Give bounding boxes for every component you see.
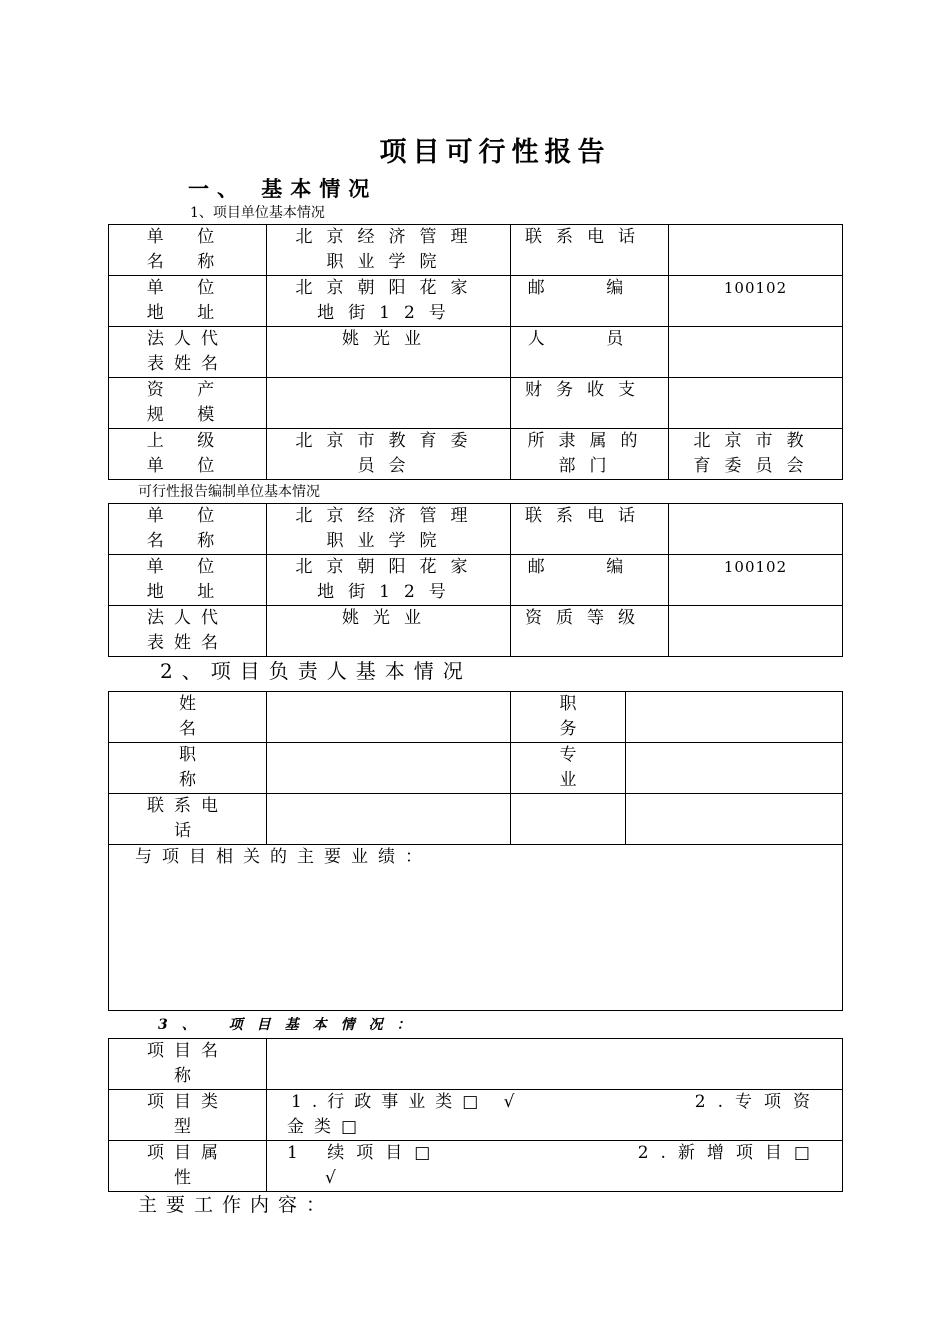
table-row [109, 276, 843, 327]
project-attribute-cell: 1 续项目□ 2.新增项目□ √ [267, 1141, 843, 1192]
table-row [109, 504, 843, 555]
value-cell [669, 378, 843, 429]
table-row [109, 1090, 843, 1141]
subsection-compiler-info: 可行性报告编制单位基本情况 [138, 484, 320, 500]
table-row [109, 555, 843, 606]
unit-info-table [108, 224, 843, 480]
table-row [109, 1039, 843, 1090]
value-cell: 北京市教育委 员会 [267, 429, 511, 480]
value-cell [267, 692, 511, 743]
project-info-table [108, 1038, 843, 1192]
label-cell: 资 产 规 模 [109, 378, 267, 429]
label-cell: 上 级 单 位 [109, 429, 267, 480]
section-heading-basic-info: 一、 基本情况 [188, 177, 378, 201]
value-cell [626, 743, 843, 794]
label-cell: 项目属 性 [109, 1141, 267, 1192]
value-cell: 北京经济管理 职业学院 [267, 504, 511, 555]
value-cell [267, 743, 511, 794]
value-cell [669, 225, 843, 276]
value-cell [626, 692, 843, 743]
key-cell: 职 务 [511, 692, 626, 743]
label-cell: 姓 名 [109, 692, 267, 743]
key-cell: 联系电话 [511, 504, 669, 555]
key-cell: 资质等级 [511, 606, 669, 657]
label-cell: 联系电 话 [109, 794, 267, 845]
postal-code-value: 100102 [669, 276, 843, 327]
table-row [109, 794, 843, 845]
key-cell: 邮 编 [511, 276, 669, 327]
value-cell [669, 327, 843, 378]
project-leader-table [108, 691, 843, 1011]
table-row [109, 606, 843, 657]
value-cell [511, 794, 626, 845]
label-cell: 法人代 表姓名 [109, 606, 267, 657]
label-cell: 职 称 [109, 743, 267, 794]
achievements-cell: 与项目相关的主要业绩： [109, 845, 843, 1011]
table-row [109, 378, 843, 429]
section-heading-project-leader: 2、项目负责人基本情况 [160, 659, 472, 683]
value-cell: 北京朝阳花家 地街12号 [267, 555, 511, 606]
postal-code-value: 100102 [669, 555, 843, 606]
key-cell: 联系电话 [511, 225, 669, 276]
compiler-info-table [108, 503, 843, 657]
value-cell [669, 504, 843, 555]
label-cell: 单 位 名 称 [109, 504, 267, 555]
section-heading-project-basic: 3、 项目基本情况： [158, 1017, 425, 1033]
value-cell [267, 378, 511, 429]
table-row [109, 1141, 843, 1192]
section-heading-main-work: 主要工作内容： [138, 1194, 335, 1216]
key-cell: 所隶属的 部门 [511, 429, 669, 480]
key-cell: 专 业 [511, 743, 626, 794]
value-cell [626, 794, 843, 845]
label-cell: 单 位 地 址 [109, 555, 267, 606]
label-cell: 单 位 名 称 [109, 225, 267, 276]
project-type-cell: 1.行政事业类□ √ 2.专项资 金类□ [267, 1090, 843, 1141]
table-row [109, 225, 843, 276]
value-cell: 姚光业 [267, 327, 511, 378]
key-cell: 邮 编 [511, 555, 669, 606]
key-cell: 财务收支 [511, 378, 669, 429]
value-cell: 姚光业 [267, 606, 511, 657]
document-title: 项目可行性报告 [379, 137, 611, 168]
value-cell: 北京市教 育委员会 [669, 429, 843, 480]
value-cell [267, 794, 511, 845]
label-cell: 单 位 地 址 [109, 276, 267, 327]
value-cell [669, 606, 843, 657]
table-row [109, 327, 843, 378]
table-row [109, 743, 843, 794]
table-row [109, 429, 843, 480]
subsection-unit-info: 1、项目单位基本情况 [190, 205, 325, 221]
table-row [109, 692, 843, 743]
value-cell [267, 1039, 843, 1090]
label-cell: 法人代 表姓名 [109, 327, 267, 378]
key-cell: 人 员 [511, 327, 669, 378]
value-cell: 北京朝阳花家 地街12号 [267, 276, 511, 327]
value-cell: 北京经济管理 职业学院 [267, 225, 511, 276]
label-cell: 项目名 称 [109, 1039, 267, 1090]
table-row [109, 845, 843, 1011]
label-cell: 项目类 型 [109, 1090, 267, 1141]
